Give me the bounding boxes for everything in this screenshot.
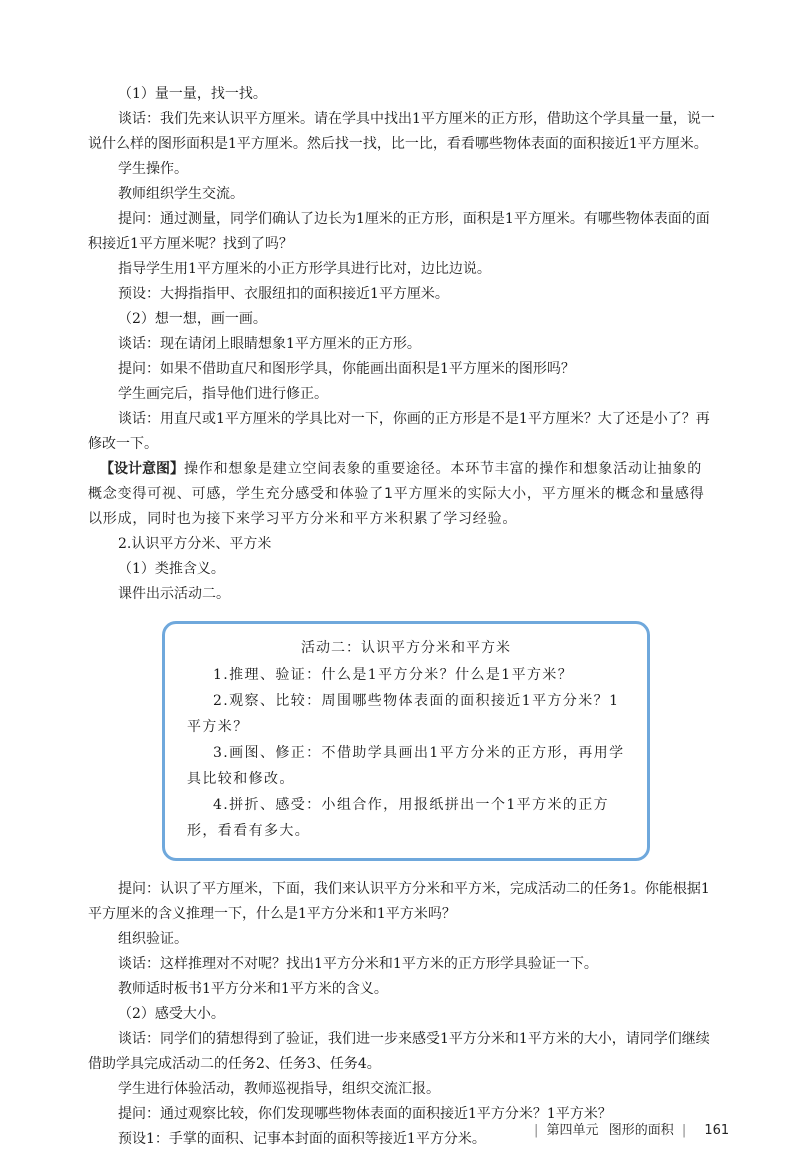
paragraph: （1）类推含义。 [118,561,225,577]
section-heading: 2.认识平方分米、平方米 [118,536,272,552]
activity-item: 2.观察、比较：周围哪些物体表面的面积接近1平方分米？1平方米？ [187,693,620,735]
design-intent-tag: 【设计意图】 [100,461,184,477]
paragraph: 教师组织学生交流。 [118,186,244,202]
paragraph: 课件出示活动二。 [118,586,230,602]
footer-chapter: 图形的面积 [608,1123,674,1138]
page-footer [530,1119,730,1138]
activity-box [162,621,650,861]
page-content [88,82,716,1152]
paragraph: 提问：如果不借助直尺和图形学具，你能画出面积是1平方厘米的图形吗？ [118,361,575,377]
paragraph: 提问：认识了平方厘米，下面，我们来认识平方分米和平方米，完成活动二的任务1。你能根据1平方厘米的含义推理一下，什么是1平方分米和1平方米吗？ [88,881,710,922]
footer-divider: | [534,1123,539,1138]
paragraph: 预设：大拇指指甲、衣服纽扣的面积接近1平方厘米。 [118,286,449,302]
paragraph: 谈话：这样推理对不对呢？找出1平方分米和1平方米的正方形学具验证一下。 [118,956,598,972]
paragraph: 提问：通过观察比较，你们发现哪些物体表面的面积接近1平方分米？1平方米？ [118,1106,612,1122]
footer-divider: | [681,1123,687,1138]
design-intent-text: 操作和想象是建立空间表象的重要途径。本环节丰富的操作和想象活动让抽象的概念变得可视、可感，学生充分感受和体验了1平方厘米的实际大小，平方厘米的概念和量感得以形成，同时也为接下来学习平方分米和平方米积累了学习经验。 [88,461,705,527]
paragraph: 谈话：现在请闭上眼睛想象1平方厘米的正方形。 [118,336,421,352]
activity-item: 1.推理、验证：什么是1平方分米？什么是1平方米？ [213,667,574,683]
activity-item: 3.画图、修正：不借助学具画出1平方分米的正方形，再用学具比较和修改。 [187,745,625,787]
page-number: 161 [704,1123,730,1138]
spacer [88,861,716,877]
design-intent-note [88,457,716,532]
paragraph: 学生操作。 [118,161,188,177]
paragraph: 教师适时板书1平方分米和1平方米的含义。 [118,981,388,997]
paragraph: 学生画完后，指导他们进行修正。 [118,386,328,402]
paragraph: 预设1：手掌的面积、记事本封面的面积等接近1平方分米。 [118,1131,486,1147]
paragraph: 组织验证。 [118,931,188,947]
paragraph: 提问：通过测量，同学们确认了边长为1厘米的正方形，面积是1平方厘米。有哪些物体表面的面积接近1平方厘米呢？找到了吗？ [88,211,710,252]
paragraph: 谈话：我们先来认识平方厘米。请在学具中找出1平方厘米的正方形，借助这个学具量一量，说一说什么样的图形面积是1平方厘米。然后找一找，比一比，看看哪些物体表面的面积接近1平方厘米。 [88,111,715,152]
paragraph: （2）想一想，画一画。 [118,311,267,327]
activity-item: 4.拼折、感受：小组合作，用报纸拼出一个1平方米的正方形，看看有多大。 [187,797,610,839]
paragraph: 谈话：用直尺或1平方厘米的学具比对一下，你画的正方形是不是1平方厘米？大了还是小了？再修改一下。 [88,411,710,452]
paragraph: 学生进行体验活动，教师巡视指导，组织交流汇报。 [118,1081,440,1097]
paragraph: 谈话：同学们的猜想得到了验证，我们进一步来感受1平方分米和1平方米的大小，请同学们继续借助学具完成活动二的任务2、任务3、任务4。 [88,1031,710,1072]
paragraph: 指导学生用1平方厘米的小正方形学具进行比对，边比边说。 [118,261,491,277]
footer-unit: 第四单元 [546,1123,599,1138]
activity-title: 活动二：认识平方分米和平方米 [301,640,511,656]
paragraph: （2）感受大小。 [118,1006,225,1022]
paragraph: （1）量一量，找一找。 [118,86,267,102]
